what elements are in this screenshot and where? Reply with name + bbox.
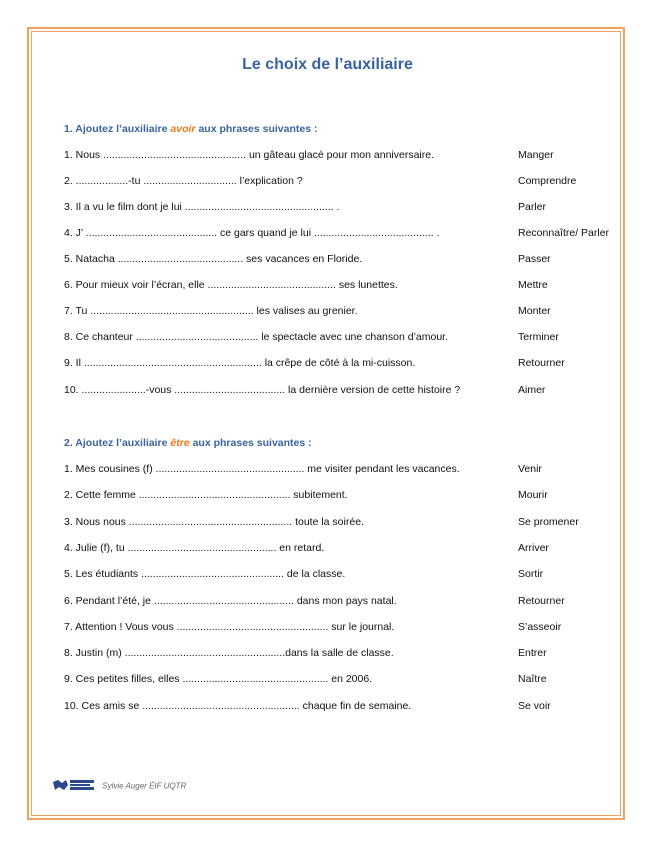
section1-heading-end: aux phrases suivantes : — [198, 123, 318, 135]
exercise-verb: Reconnaître/ Parler — [518, 227, 610, 239]
exercise-sentence: 3. Il a vu le film dont je lui ................................................... . — [64, 201, 340, 213]
exercise-verb: Mettre — [518, 279, 548, 291]
exercise-sentence: 2. ..................-tu ................................ l’explication ? — [64, 175, 303, 187]
exercise-sentence: 4. Julie (f), tu ................................................... en retard. — [64, 542, 325, 554]
exercise-verb: Passer — [518, 253, 551, 265]
exercise-sentence: 5. Natacha ........................................... ses vacances en Floride. — [64, 253, 363, 265]
section2-heading-end: aux phrases suivantes : — [192, 437, 312, 449]
exercise-sentence: 9. Il ............................................................. la crêpe de côté à la mi-cuisson. — [64, 357, 416, 369]
exercise-sentence: 10. ......................-vous ...................................... la dernière version de cette histoire ? — [64, 384, 461, 396]
exercise-verb: Naître — [518, 673, 547, 685]
section1-auxiliary: avoir — [170, 123, 196, 135]
exercise-sentence: 8. Ce chanteur .......................................... le spectacle avec une chanson d’amour. — [64, 331, 449, 343]
exercise-sentence: 6. Pour mieux voir l’écran, elle ............................................ ses lunettes. — [64, 279, 398, 291]
exercise-verb: Mourir — [518, 489, 548, 501]
section2-auxiliary: être — [170, 437, 190, 449]
exercise-sentence: 1. Nous ................................................. un gâteau glacé pour mon anniversaire. — [64, 149, 435, 161]
exercise-sentence: 6. Pendant l’été, je ................................................ dans mon pays natal. — [64, 595, 397, 607]
exercise-verb: Retourner — [518, 595, 565, 607]
exercise-verb: Retourner — [518, 357, 565, 369]
section2-heading-start: 2. Ajoutez l’auxiliaire — [64, 437, 168, 449]
section1-heading — [64, 123, 318, 135]
exercise-sentence: 9. Ces petites filles, elles .................................................. en 2006. — [64, 673, 373, 685]
exercise-sentence: 4. J’ ............................................. ce gars quand je lui ......................................... . — [64, 227, 440, 239]
section1-heading-start: 1. Ajoutez l’auxiliaire — [64, 123, 168, 135]
exercise-sentence: 1. Mes cousines (f) ................................................... me visiter pendant les vacances. — [64, 463, 460, 475]
exercise-verb: Arriver — [518, 542, 549, 554]
page-title: Le choix de l’auxiliaire — [242, 56, 413, 73]
footer — [52, 779, 186, 793]
exercise-verb: Parler — [518, 201, 547, 213]
exercise-sentence: 7. Tu ........................................................ les valises au grenier. — [64, 305, 358, 317]
section2-heading — [64, 437, 312, 449]
exercise-verb: Se voir — [518, 700, 551, 712]
university-logo-icon — [52, 779, 96, 793]
exercise-sentence: 3. Nous nous ........................................................ toute la soirée. — [64, 516, 364, 528]
exercise-verb: Entrer — [518, 647, 547, 659]
exercise-sentence: 2. Cette femme .................................................... subitement. — [64, 489, 348, 501]
exercise-verb: S’asseoir — [518, 621, 562, 633]
exercise-verb: Aimer — [518, 384, 546, 396]
exercise-sentence: 8. Justin (m) .......................................................dans la salle de classe. — [64, 647, 394, 659]
footer-author: Sylvie Auger ÉIF UQTR — [102, 781, 187, 791]
exercise-verb: Comprendre — [518, 175, 577, 187]
exercise-verb: Se promener — [518, 516, 579, 528]
exercise-sentence: 5. Les étudiants ................................................. de la classe. — [64, 568, 346, 580]
exercise-sentence: 7. Attention ! Vous vous .................................................... sur le journal. — [64, 621, 395, 633]
exercise-verb: Sortir — [518, 568, 544, 580]
exercise-verb: Terminer — [518, 331, 559, 343]
exercise-verb: Venir — [518, 463, 542, 475]
exercise-sentence: 10. Ces amis se ...................................................... chaque fin de semaine. — [64, 700, 412, 712]
exercise-verb: Manger — [518, 149, 554, 161]
exercise-verb: Monter — [518, 305, 551, 317]
